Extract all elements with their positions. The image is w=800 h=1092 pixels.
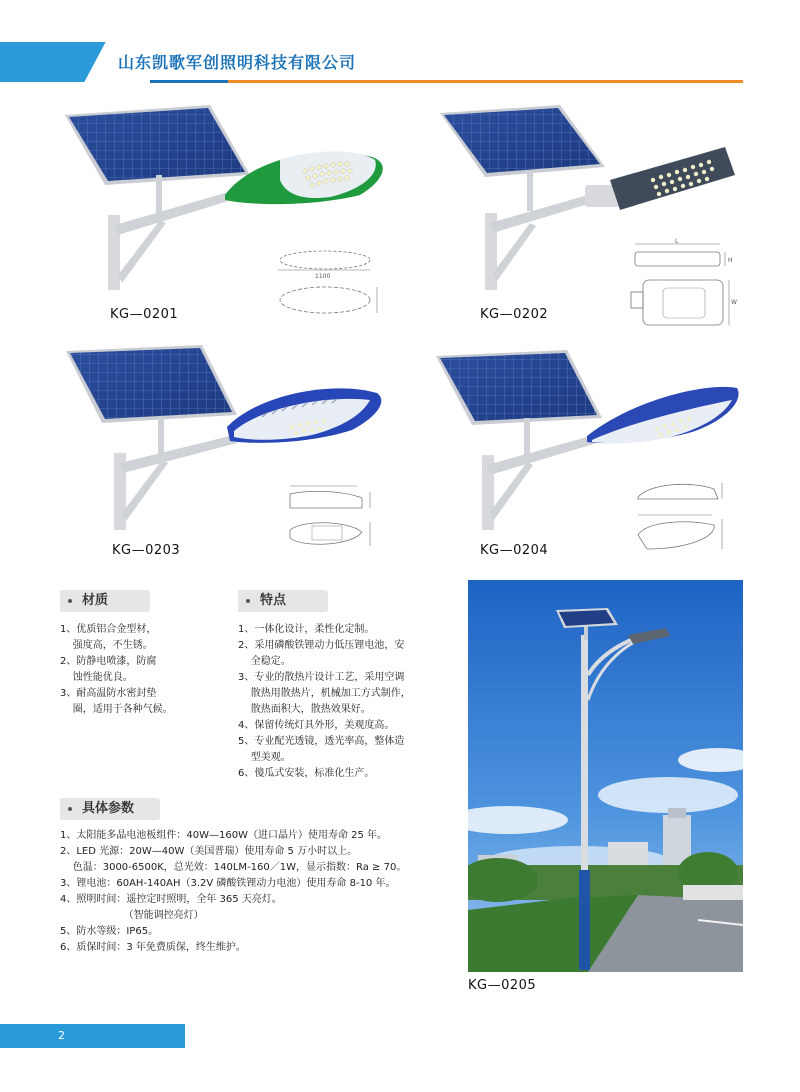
list-item: 散热面积大，散热效果好。	[238, 704, 371, 715]
technical-drawing-kg0201	[270, 240, 390, 320]
list-item: 蚀性能优良。	[60, 672, 133, 683]
section-tab-features	[238, 590, 328, 612]
company-title: 山东凯歌军创照明科技有限公司	[118, 53, 357, 72]
product-photo-kg0205	[468, 580, 743, 972]
list-item: 圈，适用于各种气候。	[60, 704, 173, 715]
list-item: 6、傻瓜式安装，标准化生产。	[238, 768, 375, 779]
header-rule-orange	[228, 80, 743, 83]
bullet-dot-icon	[68, 599, 72, 603]
list-item: 5、防水等级：IP65。	[60, 926, 159, 937]
svg-text:1100: 1100	[315, 273, 331, 280]
list-item: 全稳定。	[238, 656, 291, 667]
section-tab-material	[60, 590, 150, 612]
list-item: 2、采用磷酸铁锂动力低压锂电池，安	[238, 640, 405, 651]
list-item: 5、专业配光透镜，透光率高，整体造	[238, 736, 405, 747]
list-item: 3、锂电池：60AH-140AH（3.2V 磷酸铁锂动力电池）使用寿命 8-10 年。	[60, 878, 396, 889]
svg-text:W: W	[731, 299, 737, 306]
product-code: KG—0201	[110, 307, 179, 322]
list-item: 2、防静电喷漆，防腐	[60, 656, 157, 667]
section-title: 具体参数	[82, 801, 135, 816]
list-item: 3、耐高温防水密封垫	[60, 688, 157, 699]
list-item: 6、质保时间：3 年免费质保，终生维护。	[60, 942, 246, 953]
list-item: 4、照明时间：遥控定时照明，全年 365 天亮灯。	[60, 894, 282, 905]
product-code: KG—0204	[480, 543, 549, 558]
section-title: 特点	[260, 593, 287, 608]
list-item: 3、专业的散热片设计工艺，采用空调	[238, 672, 405, 683]
list-item: 2、LED 光源：20W—40W（美国普瑞）使用寿命 5 万小时以上。	[60, 846, 358, 857]
section-tab-specs	[60, 798, 160, 820]
footer-bar	[0, 1024, 185, 1048]
specs-list	[60, 828, 406, 956]
product-code: KG—0205	[468, 978, 537, 993]
list-item: 1、太阳能多晶电池板组件：40W—160W（进口晶片）使用寿命 25 年。	[60, 830, 388, 841]
list-item: 1、一体化设计，柔性化定制。	[238, 624, 375, 635]
list-item: （智能调控亮灯）	[60, 910, 204, 921]
material-list	[60, 622, 173, 718]
bullet-dot-icon	[68, 807, 72, 811]
technical-drawing-kg0202	[625, 238, 745, 330]
list-item: 散热用散热片，机械加工方式制作，	[238, 688, 411, 699]
bullet-dot-icon	[246, 599, 250, 603]
section-title: 材质	[82, 593, 109, 608]
list-item: 型美观。	[238, 752, 291, 763]
list-item: 4、保留传统灯具外形，美观度高。	[238, 720, 395, 731]
features-list	[238, 622, 411, 782]
list-item: 1、优质铝合金型材，	[60, 624, 157, 635]
list-item: 强度高，不生锈。	[60, 640, 153, 651]
product-code: KG—0203	[112, 543, 181, 558]
svg-text:H: H	[728, 257, 733, 264]
technical-drawing-kg0203	[282, 480, 382, 555]
page-number: 2	[58, 1029, 65, 1042]
list-item: 色温：3000-6500K，总光效：140LM-160／1W，显示指数：Ra ≥ 70。	[60, 862, 407, 873]
technical-drawing-kg0204	[632, 475, 732, 555]
svg-text:L: L	[675, 238, 679, 245]
header-rule-blue	[150, 80, 230, 83]
product-code: KG—0202	[480, 307, 549, 322]
